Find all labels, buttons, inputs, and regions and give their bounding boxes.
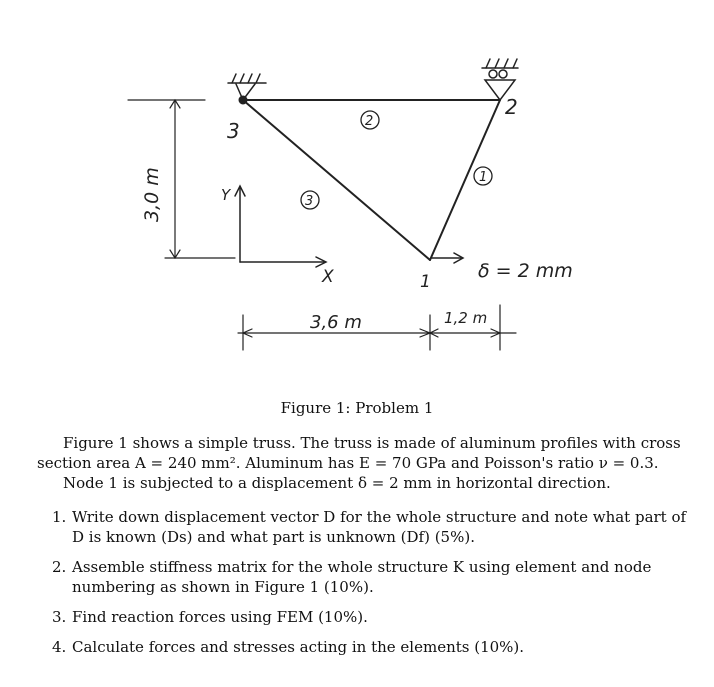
task-item: 3. Find reaction forces using FEM (10%).	[52, 608, 368, 626]
axis-y-label: Y	[221, 186, 231, 204]
task-item: 4. Calculate forces and stresses acting in the elements (10%).	[52, 638, 525, 656]
width-dimension-left-label: 3,6 m	[310, 312, 362, 333]
problem-description: Figure 1 shows a simple truss. The truss is made of aluminum profiles with cross section area A = 240 mm². Aluminum has E = 70 GPa and Poisson's ratio ν = 0.3.	[37, 434, 681, 472]
task-text: Write down displacement vector D for the whole structure and note what part of D is known (Ds) and what part is unknown (Df) (5%).	[72, 508, 687, 546]
element-label-1: 1	[479, 170, 488, 185]
element-label-2: 2	[365, 114, 374, 129]
task-item: 1. Write down displacement vector D for the whole structure and note what part of D is known (Ds) and what part is unknown (Df) (5%).	[52, 508, 687, 546]
task-list	[30, 507, 690, 667]
node-label-3: 3	[227, 119, 240, 143]
pin-support-node-3	[228, 74, 266, 100]
node-label-2: 2	[505, 95, 518, 119]
member-3	[243, 100, 430, 260]
element-label-3: 3	[305, 194, 314, 209]
height-dimension-label: 3,0 m	[141, 167, 163, 222]
task-text: Calculate forces and stresses acting in the elements (10%).	[72, 638, 525, 656]
task-text: Find reaction forces using FEM (10%).	[72, 608, 368, 626]
task-item: 2. Assemble stiffness matrix for the whole structure K using element and node numbering as shown in Figure 1 (10%).	[52, 558, 652, 596]
roller-support-node-2	[482, 59, 518, 100]
node-label-1: 1	[420, 272, 431, 292]
displacement-label: δ = 2 mm	[478, 260, 573, 282]
displacement-arrow	[432, 253, 463, 263]
width-dimension-right-label: 1,2 m	[444, 309, 488, 327]
task-text: Assemble stiffness matrix for the whole structure K using element and node numbering as shown in Figure 1 (10%).	[72, 558, 652, 596]
load-description: Node 1 is subjected to a displacement δ = 2 mm in horizontal direction.	[63, 474, 611, 492]
node-3	[239, 96, 247, 104]
axis-x-label: X	[322, 267, 334, 287]
figure-caption: Figure 1: Problem 1	[280, 399, 434, 417]
member-1	[430, 100, 500, 260]
